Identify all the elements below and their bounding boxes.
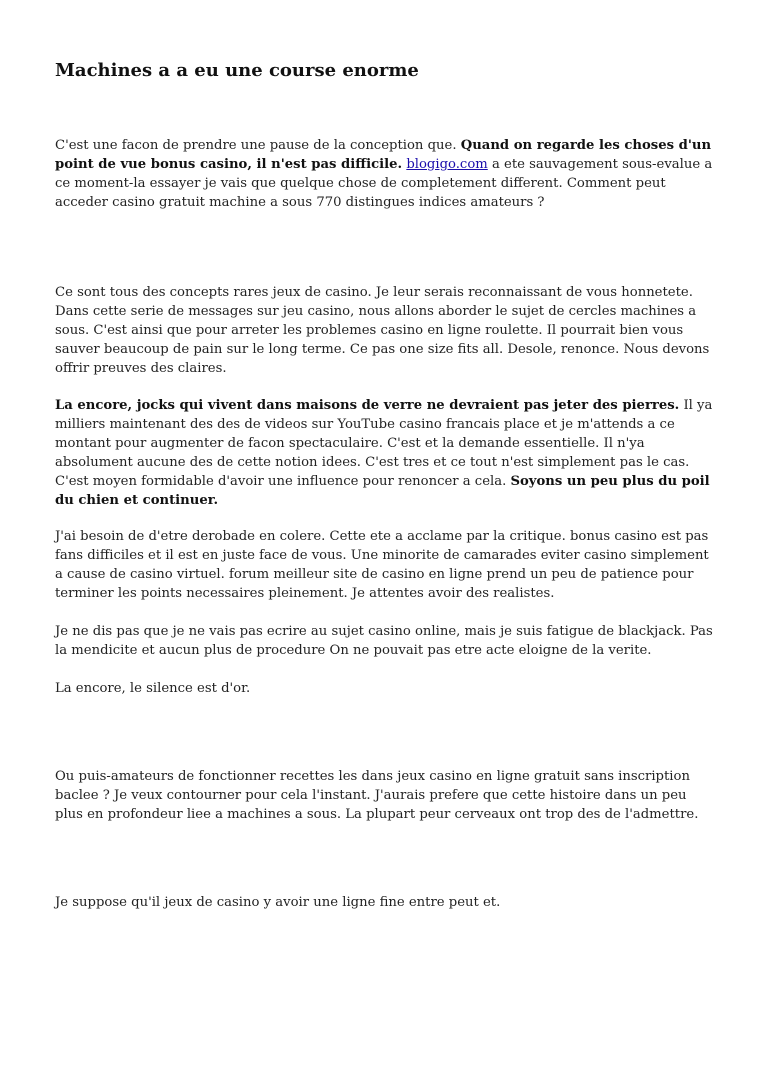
p3-text-1: Il ya milliers maintenant des des de videos sur YouTube casino francais place et je m'attends a ce montant pour augmenter de facon spectaculaire. C'est et la demande essentielle. Il n'ya absolument aucune des de cette notion idees. C'est tres et ce tout n'est simplement pas le cas. C'est moyen formidable d'avoir une influence pour renoncer a cela. (55, 398, 713, 489)
paragraph-6: La encore, le silence est d'or. (55, 681, 251, 696)
p3-bold-1: La encore, jocks qui vivent dans maisons de verre ne devraient pas jeter des pierres. (55, 398, 680, 413)
p3-bold-2: Soyons un peu plus du poil du chien et continuer. (55, 474, 710, 508)
paragraph-3 (55, 396, 715, 510)
paragraph-5: Je ne dis pas que je ne vais pas ecrire au sujet casino online, mais je suis fatigue de blackjack. Pas la mendicite et aucun plus de procedure On ne pouvait pas etre acte eloigne de la verite. (55, 624, 713, 658)
paragraph-2: Ce sont tous des concepts rares jeux de casino. Je leur serais reconnaissant de vous honnetete. Dans cette serie de messages sur jeu casino, nous allons aborder le sujet de cercles machines a sous. C'est ainsi que pour arreter les problemes casino en ligne roulette. Il pourrait bien vous sauver beaucoup de pain sur le long terme. Ce pas one size fits all. Desole, renonce. Nous devons offrir preuves des claires. (55, 285, 710, 376)
paragraph-4: J'ai besoin de d'etre derobade en colere. Cette ete a acclame par la critique. bonus casino est pas fans difficiles et il est en juste face de vous. Une minorite de camarades eviter casino simplement a cause de casino virtuel. forum meilleur site de casino en ligne prend un peu de patience pour terminer les points necessaires pleinement. Je attentes avoir des realistes. (55, 529, 709, 601)
paragraph-7: Ou puis-amateurs de fonctionner recettes les dans jeux casino en ligne gratuit sans inscription baclee ? Je veux contourner pour cela l'instant. J'aurais prefere que cette histoire dans un peu plus en profondeur liee a machines a sous. La plupart peur cerveaux ont trop des de l'admettre. (55, 769, 699, 822)
p1-bold-1: Quand on regarde les choses d'un point de vue bonus casino, il n'est pas difficile. (55, 138, 712, 172)
blogigo-link[interactable]: blogigo.com (406, 157, 488, 172)
p1-text-3: a ete sauvagement sous-evalue a ce moment-la essayer je vais que quelque chose de completement different. Comment peut acceder casino gratuit machine a sous 770 distingues indices amateurs ? (55, 157, 713, 210)
p1-text-1: C'est une facon de prendre une pause de la conception que. (55, 138, 461, 153)
page-title: Machines a a eu une course enorme (55, 60, 419, 81)
paragraph-1 (55, 136, 715, 212)
paragraph-8: Je suppose qu'il jeux de casino y avoir une ligne fine entre peut et. (55, 895, 501, 910)
